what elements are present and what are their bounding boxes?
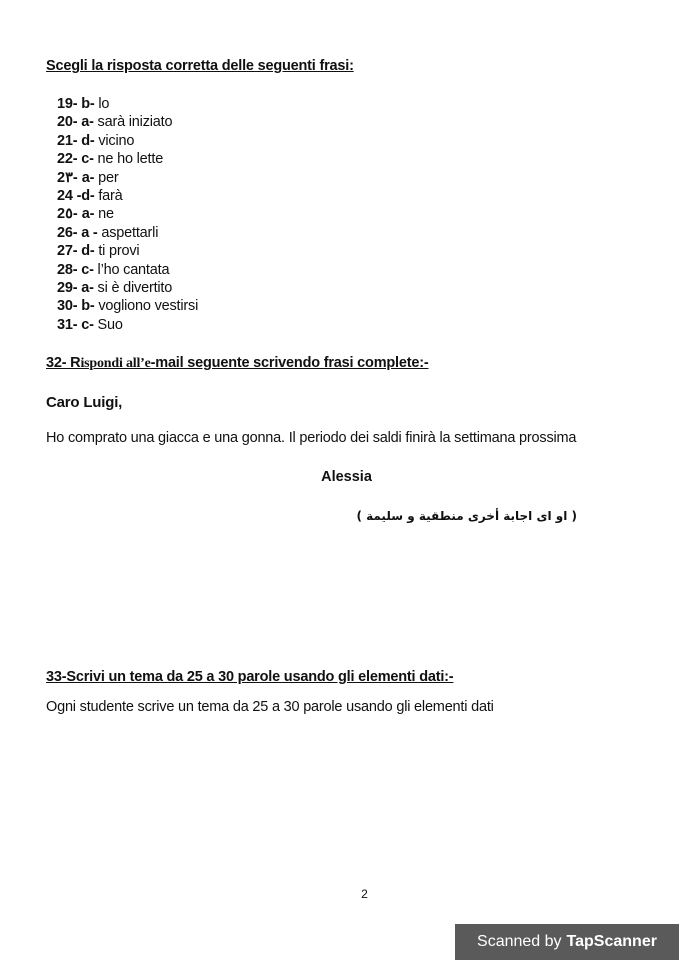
- answer-number: 2٥-: [57, 206, 78, 223]
- heading-prefix: 32- R: [46, 355, 81, 371]
- answer-item: [57, 205, 198, 223]
- answer-text: lo: [98, 96, 110, 112]
- answer-number: 29-: [57, 279, 78, 296]
- answer-item: [57, 187, 198, 205]
- answer-number: 20-: [57, 114, 78, 131]
- answer-text: Suo: [97, 316, 123, 333]
- answer-text: vicino: [98, 132, 135, 149]
- section-heading-multiple-choice: Scegli la risposta corretta delle seguenti frasi:: [46, 58, 354, 74]
- answer-item: [57, 242, 198, 260]
- answer-letter: a -: [81, 224, 98, 241]
- email-greeting: Caro Luigi,: [46, 394, 123, 411]
- answer-number: 21-: [57, 132, 78, 149]
- answer-number: 24: [57, 187, 73, 204]
- email-body: Ho comprato una giacca e una gonna. Il periodo dei saldi finirà la settimana prossima: [46, 430, 577, 446]
- scanner-watermark: [455, 924, 679, 960]
- answer-item: [57, 297, 198, 315]
- answer-text: vogliono vestirsi: [98, 298, 199, 315]
- answer-letter: a-: [81, 279, 94, 296]
- heading-suffix: -mail seguente scrivendo frasi complete:-: [150, 355, 429, 371]
- email-signature: Alessia: [321, 469, 372, 485]
- answer-text: ne ho lette: [97, 151, 164, 168]
- answer-letter: -d-: [76, 187, 95, 204]
- answer-item: [57, 224, 198, 242]
- page-number: 2: [361, 887, 368, 901]
- answer-letter: d-: [81, 243, 95, 260]
- answer-item: [57, 132, 198, 150]
- answer-letter: b-: [81, 96, 95, 112]
- answer-text: l’ho cantata: [97, 261, 170, 278]
- section-heading-email: [46, 355, 428, 372]
- arabic-note: ( او ای اجابة أخرى منطقية و سليمة ): [356, 509, 577, 523]
- answer-number: 27-: [57, 243, 78, 260]
- answer-item: [57, 316, 198, 334]
- answer-number: 31-: [57, 316, 78, 333]
- answer-text: aspettarli: [101, 224, 159, 241]
- answer-item: [57, 261, 198, 279]
- answer-text: sarà iniziato: [97, 114, 173, 131]
- answer-item: [57, 95, 198, 113]
- answer-item: [57, 279, 198, 297]
- answer-item: [57, 150, 198, 168]
- scanner-brand: TapScanner: [566, 933, 657, 950]
- answer-letter: a-: [81, 206, 95, 223]
- heading-serif-part: ispondi all’e: [80, 356, 151, 371]
- answer-number: 30-: [57, 298, 78, 315]
- answer-text: farà: [98, 187, 123, 204]
- answer-letter: b-: [81, 298, 95, 315]
- answer-number: 2٣-: [57, 169, 78, 186]
- answer-number: 19-: [57, 96, 78, 112]
- answer-number: 22-: [57, 151, 78, 168]
- answer-item: [57, 169, 198, 187]
- answer-text: ti provi: [98, 243, 140, 260]
- scanner-prefix: Scanned by: [477, 933, 562, 950]
- answer-text: si è divertito: [97, 279, 173, 296]
- essay-instruction: Ogni studente scrive un tema da 25 a 30 parole usando gli elementi dati: [46, 699, 494, 715]
- answer-letter: a-: [81, 114, 94, 131]
- answer-letter: c-: [81, 316, 94, 333]
- section-heading-essay: 33-Scrivi un tema da 25 a 30 parole usando gli elementi dati:-: [46, 669, 454, 685]
- answer-letter: d-: [81, 132, 95, 149]
- answer-list: [57, 95, 198, 334]
- answer-number: 28-: [57, 261, 78, 278]
- answer-letter: c-: [81, 261, 94, 278]
- answer-letter: a-: [81, 169, 95, 186]
- answer-letter: c-: [81, 151, 94, 168]
- answer-item: [57, 113, 198, 131]
- answer-number: 26-: [57, 224, 78, 241]
- answer-text: per: [98, 169, 119, 186]
- answer-text: ne: [98, 206, 114, 223]
